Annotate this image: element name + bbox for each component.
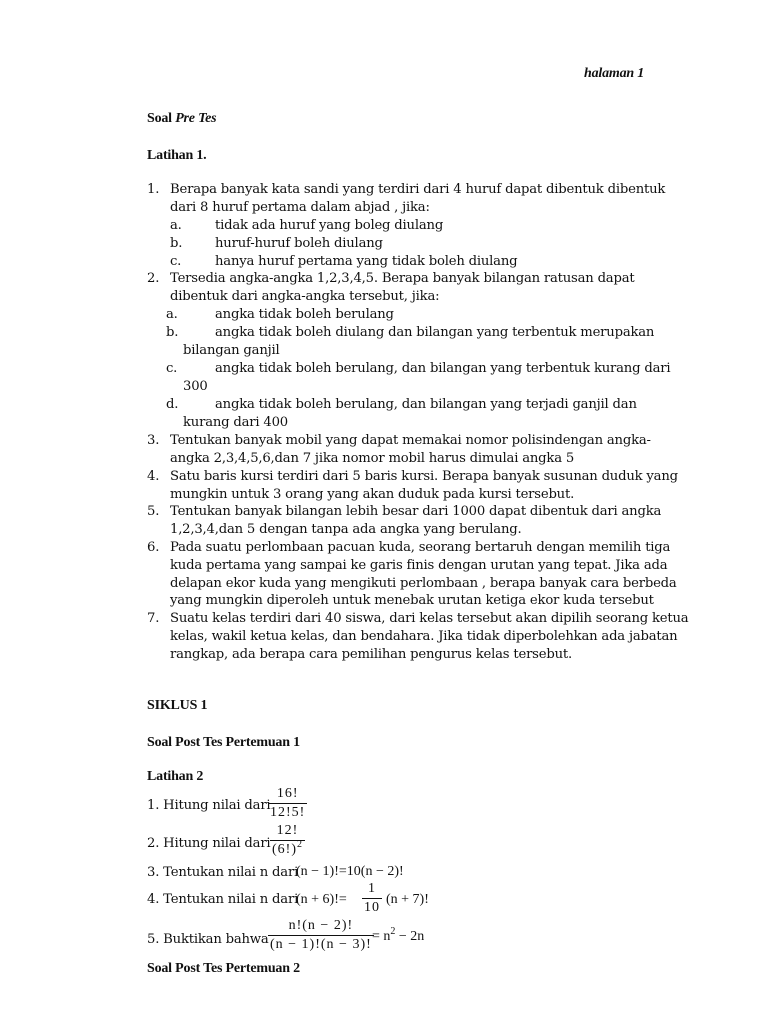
q4-line2: mungkin untuk 3 orang yang akan duduk pada kursi tersebut. bbox=[170, 487, 575, 502]
pretest-title-italic: Pre Tes bbox=[175, 111, 217, 126]
q2-c-text-cont: 300 bbox=[183, 379, 208, 394]
q2-d-label: d. bbox=[166, 397, 179, 412]
q3-line2: angka 2,3,4,5,6,dan 7 jika nomor mobil harus dimulai angka 5 bbox=[170, 451, 575, 466]
q1-b-text: huruf-huruf boleh diulang bbox=[215, 236, 383, 251]
exercise-2-denominator-exponent: 2 bbox=[297, 839, 303, 850]
q6-line4: yang mungkin diperoleh untuk menebak urutan ketiga ekor kuda tersebut bbox=[170, 593, 654, 608]
q6-number: 6. bbox=[147, 540, 160, 555]
exercise-4-text: 4. Tentukan nilai n dari bbox=[147, 892, 299, 907]
exercise-2-denominator bbox=[270, 839, 305, 858]
exercise-4-lhs: (n + 6)! bbox=[296, 892, 339, 907]
q5-number: 5. bbox=[147, 504, 160, 519]
exercise-5-rhs-suffix: − 2n bbox=[395, 929, 425, 944]
q2-b-label: b. bbox=[166, 325, 179, 340]
post-test-2-title: Soal Post Tes Pertemuan 2 bbox=[147, 961, 300, 976]
q5-line1: Tentukan banyak bilangan lebih besar dari 1000 dapat dibentuk dari angka bbox=[170, 504, 662, 519]
exercise-4-rhs: (n + 7)! bbox=[386, 892, 429, 907]
q1-b-label: b. bbox=[170, 236, 183, 251]
q2-c-text: angka tidak boleh berulang, dan bilangan yang terbentuk kurang dari bbox=[215, 361, 671, 376]
q1-a-label: a. bbox=[170, 218, 182, 233]
q2-d-text: angka tidak boleh berulang, dan bilangan yang terjadi ganjil dan bbox=[215, 397, 637, 412]
q2-b-text-cont: bilangan ganjil bbox=[183, 343, 280, 358]
q2-c-label: c. bbox=[166, 361, 178, 376]
exercise-1-numerator: 16! bbox=[276, 786, 299, 801]
q4-line1: Satu baris kursi terdiri dari 5 baris kursi. Berapa banyak susunan duduk yang bbox=[170, 469, 678, 484]
q1-c-label: c. bbox=[170, 254, 182, 269]
exercise-2-denominator-base: (6!) bbox=[272, 842, 297, 857]
q7-line3: rangkap, ada berapa cara pemilihan pengurus kelas tersebut. bbox=[170, 647, 572, 662]
q5-line2: 1,2,3,4,dan 5 dengan tanpa ada angka yang berulang. bbox=[170, 522, 522, 537]
exercise-3-lhs: (n − 1)! bbox=[296, 864, 339, 879]
q2-number: 2. bbox=[147, 271, 160, 286]
pretest-title bbox=[147, 110, 216, 128]
exercise-3-equation bbox=[296, 863, 404, 881]
q1-number: 1. bbox=[147, 182, 160, 197]
q2-a-text: angka tidak boleh berulang bbox=[215, 307, 394, 322]
exercise-5-fraction bbox=[268, 918, 374, 953]
q6-line1: Pada suatu perlombaan pacuan kuda, seorang bertaruh dengan memilih tiga bbox=[170, 540, 671, 555]
exercise-1-fraction bbox=[268, 786, 307, 821]
q6-line3: delapan ekor kuda yang mengikuti perlombaan , berapa banyak cara berbeda bbox=[170, 576, 677, 591]
q2-d-text-cont: kurang dari 400 bbox=[183, 415, 288, 430]
exercise-4-equals: = bbox=[338, 892, 347, 907]
latihan-1-heading: Latihan 1. bbox=[147, 148, 207, 163]
exercise-2-numerator: 12! bbox=[276, 823, 299, 838]
page-number-label: halaman 1 bbox=[584, 66, 645, 81]
latihan-2-heading: Latihan 2 bbox=[147, 769, 204, 784]
exercise-1-denominator: 12!5! bbox=[270, 805, 306, 820]
q1-line2: dari 8 huruf pertama dalam abjad , jika: bbox=[170, 200, 430, 215]
exercise-4-fraction-denominator: 10 bbox=[364, 900, 380, 915]
q4-number: 4. bbox=[147, 469, 160, 484]
exercise-2-text: 2. Hitung nilai dari bbox=[147, 836, 271, 851]
pretest-title-prefix: Soal bbox=[147, 111, 176, 126]
q2-b-text: angka tidak boleh diulang dan bilangan yang terbentuk merupakan bbox=[215, 325, 655, 340]
fraction-bar bbox=[362, 898, 382, 899]
exercise-1-text: 1. Hitung nilai dari bbox=[147, 798, 271, 813]
q6-line2: kuda pertama yang sampai ke garis finis dengan urutan yang tepat. Jika ada bbox=[170, 558, 668, 573]
q7-line1: Suatu kelas terdiri dari 40 siswa, dari kelas tersebut akan dipilih seorang ketua bbox=[170, 611, 689, 626]
exercise-5-text: 5. Buktikan bahwa bbox=[147, 932, 269, 947]
exercise-2-fraction bbox=[270, 823, 305, 858]
exercise-3-rhs: 10(n − 2)! bbox=[346, 864, 404, 879]
exercise-5-rhs bbox=[372, 928, 424, 946]
q3-line1: Tentukan banyak mobil yang dapat memakai nomor polisindengan angka- bbox=[170, 433, 651, 448]
q3-number: 3. bbox=[147, 433, 160, 448]
q1-c-text: hanya huruf pertama yang tidak boleh diulang bbox=[215, 254, 518, 269]
exercise-5-rhs-prefix: = n bbox=[372, 929, 391, 944]
exercise-4-fraction bbox=[362, 881, 382, 916]
fraction-bar bbox=[268, 803, 307, 804]
q1-line1: Berapa banyak kata sandi yang terdiri dari 4 huruf dapat dibentuk dibentuk bbox=[170, 182, 666, 197]
q7-line2: kelas, wakil ketua kelas, dan bendahara. Jika tidak diperbolehkan ada jabatan bbox=[170, 629, 678, 644]
q2-a-label: a. bbox=[166, 307, 178, 322]
q1-a-text: tidak ada huruf yang boleg diulang bbox=[215, 218, 444, 233]
exercise-3-text: 3. Tentukan nilai n dari bbox=[147, 865, 299, 880]
exercise-3-equals: = bbox=[338, 864, 347, 879]
q2-line2: dibentuk dari angka-angka tersebut, jika: bbox=[170, 289, 440, 304]
exercise-5-denominator: (n − 1)!(n − 3)! bbox=[270, 937, 372, 952]
exercise-5-rhs-exponent: 2 bbox=[390, 926, 396, 937]
q2-line1: Tersedia angka-angka 1,2,3,4,5. Berapa banyak bilangan ratusan dapat bbox=[170, 271, 635, 286]
exercise-4-lhs-group bbox=[296, 891, 347, 909]
fraction-bar bbox=[268, 935, 374, 936]
siklus-title: SIKLUS 1 bbox=[147, 698, 208, 713]
exercise-5-numerator: n!(n − 2)! bbox=[288, 918, 354, 933]
q7-number: 7. bbox=[147, 611, 160, 626]
exercise-4-fraction-numerator: 1 bbox=[368, 881, 376, 896]
post-test-1-title: Soal Post Tes Pertemuan 1 bbox=[147, 735, 300, 750]
